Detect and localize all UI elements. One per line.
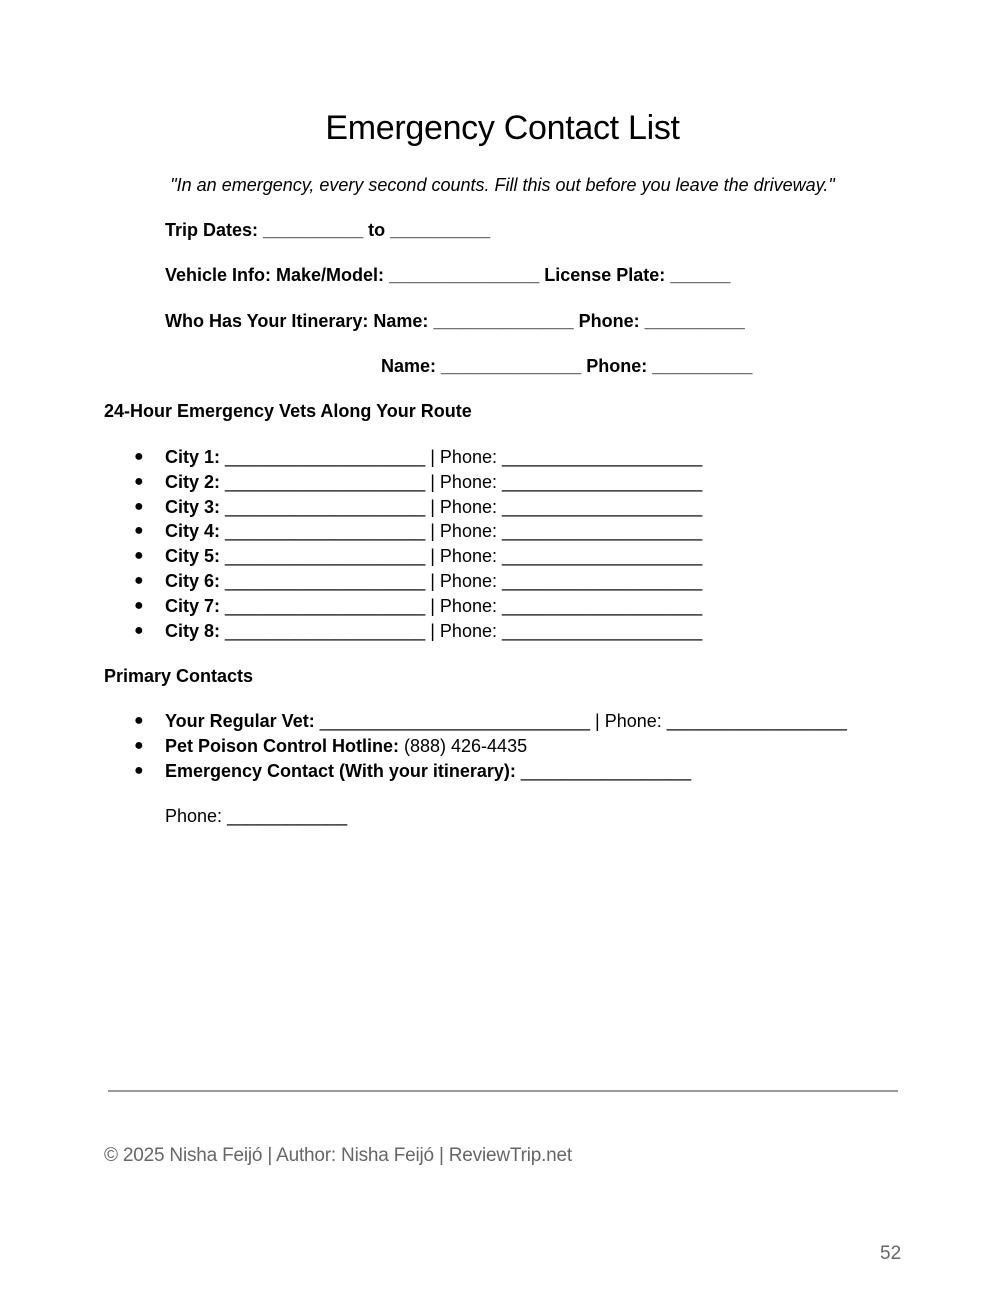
vehicle-make-blank[interactable]: _______________: [389, 265, 540, 285]
itinerary-field-1: [165, 310, 745, 332]
list-item: [104, 569, 702, 594]
vehicle-make-label: Vehicle Info: Make/Model:: [165, 265, 385, 285]
itinerary-phone-blank[interactable]: __________: [644, 311, 745, 331]
list-item: [104, 495, 702, 520]
phone-label: | Phone:: [425, 570, 502, 591]
regular-vet-phone-label: | Phone:: [590, 711, 667, 731]
list-item-regular-vet: [104, 709, 847, 734]
city-label: City 1:: [165, 447, 221, 467]
trip-dates-to-label: to: [368, 220, 386, 240]
city-label: City 3:: [165, 496, 221, 517]
itinerary-name-label: Name:: [373, 311, 429, 331]
city-blank[interactable]: ____________________: [225, 471, 426, 492]
list-item-emergency-contact: [104, 759, 847, 784]
phone-blank[interactable]: ____________________: [501, 546, 703, 567]
emergency-contact-phone-field: [165, 805, 347, 827]
phone-label: | Phone:: [425, 595, 502, 616]
regular-vet-blank[interactable]: ___________________________: [319, 711, 591, 731]
primary-contacts-list: [104, 709, 847, 783]
vets-list: [104, 445, 702, 643]
phone-blank[interactable]: ____________________: [501, 595, 703, 616]
phone-blank[interactable]: ____________________: [501, 496, 703, 517]
city-label: City 6:: [165, 570, 221, 591]
primary-contacts-heading: Primary Contacts: [104, 666, 254, 686]
city-label: City 4:: [165, 521, 221, 542]
city-label: City 2:: [165, 471, 221, 492]
bullet-icon: ●: [134, 448, 144, 465]
itinerary-phone-label: Phone:: [578, 311, 640, 331]
bullet-icon: ●: [134, 571, 144, 589]
phone-label: | Phone:: [425, 496, 502, 517]
list-item: [104, 619, 702, 644]
emergency-contact-label: Emergency Contact (With your itinerary):: [165, 760, 516, 781]
city-label: City 5:: [165, 546, 221, 567]
itinerary-name-blank[interactable]: ______________: [441, 356, 582, 376]
bullet-icon: ●: [134, 712, 144, 729]
list-item-poison-hotline: [104, 734, 847, 759]
vets-section-heading: 24-Hour Emergency Vets Along Your Route: [104, 401, 472, 421]
bullet-icon: ●: [134, 736, 144, 754]
trip-dates-field: [165, 219, 490, 241]
bullet-icon: ●: [134, 522, 144, 540]
phone-blank[interactable]: ____________________: [501, 570, 703, 591]
phone-label: | Phone:: [425, 521, 502, 542]
license-plate-label: License Plate:: [544, 265, 666, 285]
emergency-phone-blank[interactable]: ____________: [227, 806, 348, 826]
phone-blank[interactable]: ____________________: [501, 521, 703, 542]
bullet-icon: ●: [134, 497, 144, 515]
trip-end-blank[interactable]: __________: [390, 220, 491, 240]
bullet-icon: ●: [134, 547, 144, 565]
city-blank[interactable]: ____________________: [225, 447, 426, 467]
license-plate-blank[interactable]: ______: [670, 265, 731, 285]
vehicle-info-field: [165, 264, 730, 286]
phone-label: | Phone:: [425, 620, 502, 641]
phone-blank[interactable]: ____________________: [501, 447, 703, 467]
footer-copyright: © 2025 Nisha Feijó | Author: Nisha Feijó | ReviewTrip.net: [104, 1145, 572, 1166]
city-blank[interactable]: ____________________: [225, 570, 426, 591]
city-blank[interactable]: ____________________: [225, 595, 426, 616]
phone-label: | Phone:: [425, 471, 502, 492]
list-item: [104, 470, 702, 495]
poison-hotline-label: Pet Poison Control Hotline:: [165, 735, 399, 756]
itinerary-name-label: Name:: [381, 356, 437, 376]
intro-quote: "In an emergency, every second counts. Fill this out before you leave the driveway.": [170, 175, 835, 195]
regular-vet-phone-blank[interactable]: __________________: [666, 711, 847, 731]
bullet-icon: ●: [134, 621, 144, 639]
emergency-phone-label: Phone:: [165, 806, 228, 826]
itinerary-phone-blank[interactable]: __________: [652, 356, 753, 376]
trip-dates-label: Trip Dates:: [165, 220, 259, 240]
phone-blank[interactable]: ____________________: [501, 471, 703, 492]
city-label: City 8:: [165, 620, 221, 641]
emergency-contact-blank[interactable]: _________________: [520, 760, 692, 781]
phone-label: | Phone:: [425, 447, 502, 467]
page-number: 52: [880, 1243, 902, 1264]
bullet-icon: ●: [134, 596, 144, 614]
trip-start-blank[interactable]: __________: [263, 220, 364, 240]
list-item: [104, 445, 702, 470]
city-label: City 7:: [165, 595, 221, 616]
poison-hotline-number: (888) 426-4435: [399, 735, 528, 756]
regular-vet-label: Your Regular Vet:: [165, 711, 315, 731]
page-title: Emergency Contact List: [325, 109, 680, 147]
itinerary-label: Who Has Your Itinerary:: [165, 311, 369, 331]
phone-label: | Phone:: [425, 546, 502, 567]
list-item: [104, 594, 702, 619]
bullet-icon: ●: [134, 472, 144, 490]
itinerary-name-blank[interactable]: ______________: [433, 311, 574, 331]
itinerary-field-2: [381, 355, 752, 377]
city-blank[interactable]: ____________________: [225, 546, 426, 567]
bullet-icon: ●: [134, 761, 144, 779]
list-item: [104, 544, 702, 569]
city-blank[interactable]: ____________________: [225, 496, 426, 517]
city-blank[interactable]: ____________________: [225, 521, 426, 542]
itinerary-phone-label: Phone:: [586, 356, 648, 376]
city-blank[interactable]: ____________________: [225, 620, 426, 641]
list-item: [104, 519, 702, 544]
footer-divider: [108, 1090, 898, 1092]
phone-blank[interactable]: ____________________: [501, 620, 703, 641]
